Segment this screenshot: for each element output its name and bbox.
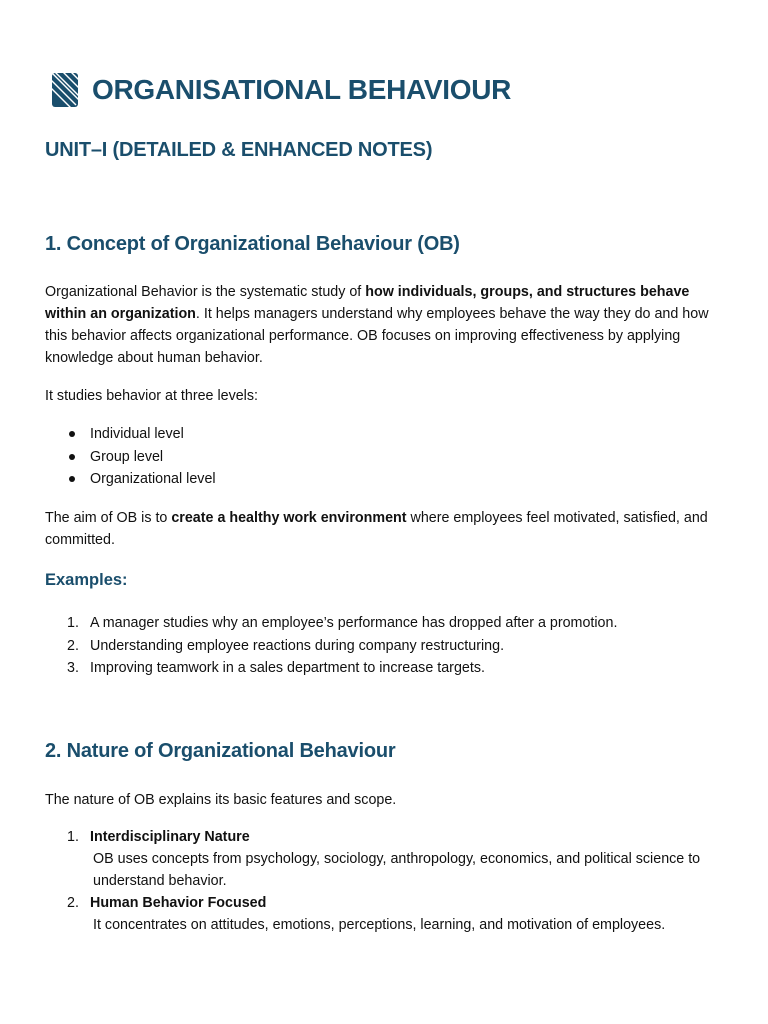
list-number: 1. <box>67 615 79 631</box>
list-item <box>45 657 729 680</box>
section-1-heading: 1. Concept of Organizational Behaviour (OB) <box>45 233 460 255</box>
document-subtitle: UNIT–I (DETAILED & ENHANCED NOTES) <box>45 139 433 161</box>
section-2-intro: The nature of OB explains its basic features and scope. <box>45 792 397 808</box>
intro-text-start: Organizational Behavior is the systematic study of <box>45 284 366 300</box>
document-title: ORGANISATIONAL BEHAVIOUR <box>92 74 512 105</box>
list-item-text: Understanding employee reactions during company restructuring. <box>90 637 505 654</box>
list-item-text: A manager studies why an employee’s performance has dropped after a promotion. <box>90 615 618 631</box>
title-row <box>52 70 511 110</box>
nature-list <box>45 826 729 936</box>
list-item <box>45 826 729 892</box>
list-item-title: Interdisciplinary Nature <box>90 829 250 845</box>
document-lines-icon <box>52 73 78 107</box>
list-item <box>45 612 729 635</box>
aim-text-start: The aim of OB is to <box>45 510 172 526</box>
list-number: 1. <box>67 829 79 845</box>
list-item: Organizational level <box>45 468 729 491</box>
list-item: Group level <box>45 446 729 469</box>
section-2-heading: 2. Nature of Organizational Behaviour <box>45 740 396 762</box>
list-number: 2. <box>67 895 79 911</box>
levels-list <box>45 423 729 491</box>
list-item-description: OB uses concepts from psychology, sociology, anthropology, economics, and political science to understand behavior. <box>93 851 701 889</box>
examples-list <box>45 612 729 680</box>
list-item <box>45 635 729 658</box>
list-item: Individual level <box>45 423 729 446</box>
list-number: 2. <box>67 637 79 654</box>
aim-paragraph <box>45 507 729 551</box>
list-number: 3. <box>67 660 79 676</box>
list-item <box>45 892 729 936</box>
section-1-intro <box>45 281 729 369</box>
levels-intro: It studies behavior at three levels: <box>45 388 258 404</box>
aim-text-bold: create a healthy work environment <box>171 510 407 526</box>
list-item-title: Human Behavior Focused <box>90 895 267 911</box>
intro-text-end: . It helps managers understand why employees behave the way they do and how this behavior affects organizational performance. OB focuses on improving effectiveness by applying knowledge about human behavior. <box>45 306 709 366</box>
examples-heading: Examples: <box>45 571 128 589</box>
list-item-description: It concentrates on attitudes, emotions, perceptions, learning, and motivation of employees. <box>93 917 666 933</box>
aim-text-end: where employees feel motivated, satisfied, and committed. <box>45 510 708 548</box>
list-item-text: Improving teamwork in a sales department to increase targets. <box>90 660 485 676</box>
intro-text-bold: how individuals, groups, and structures behave within an organization <box>45 284 690 322</box>
